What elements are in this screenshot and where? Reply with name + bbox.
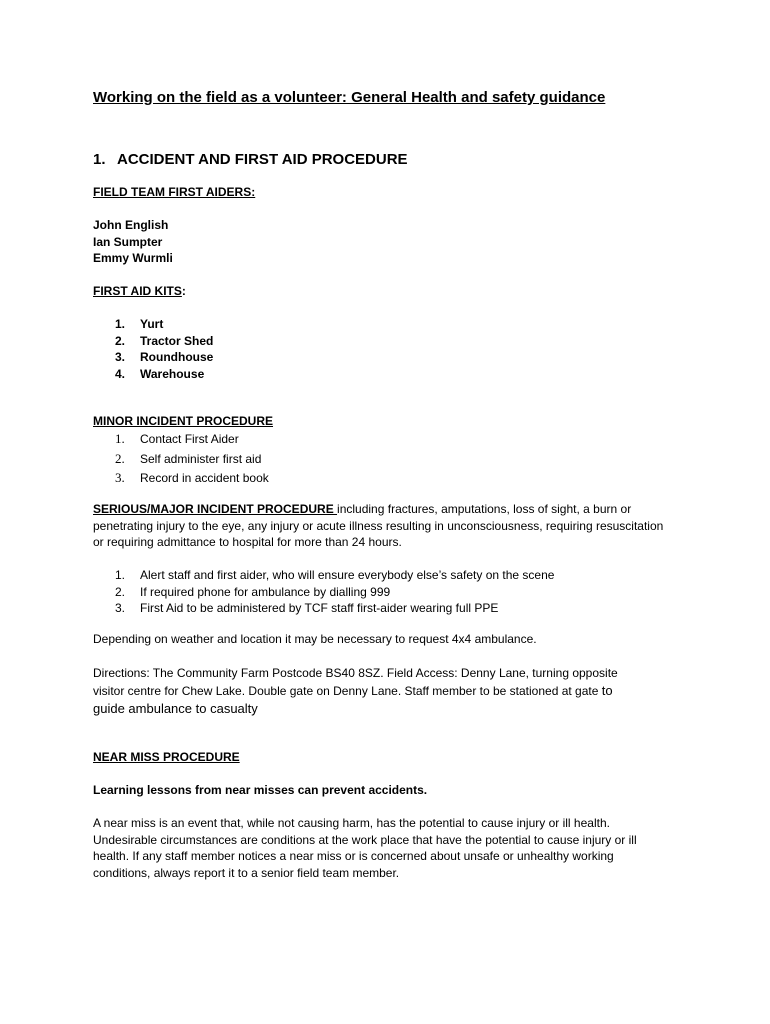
directions-paragraph [93, 664, 673, 718]
list-item: 1. Contact First Aider [115, 431, 239, 446]
list-item: 1. Yurt [115, 317, 164, 331]
first-aid-kits-label: FIRST AID KITS [93, 284, 182, 298]
serious-incident-list [93, 567, 554, 617]
first-aid-kits-heading [93, 284, 186, 298]
near-miss-lead: Learning lessons from near misses can prevent accidents. [93, 783, 428, 797]
list-item: 3. Roundhouse [115, 350, 214, 364]
list-item: 1. Alert staff and first aider, who will ensure everybody else’s safety on the scene [115, 568, 555, 582]
first-aider-name: Emmy Wurmli [93, 251, 173, 265]
list-item: 4. Warehouse [115, 366, 205, 381]
first-aid-kits-colon: : [181, 284, 186, 298]
minor-incident-list [93, 429, 269, 488]
list-item: 2. Tractor Shed [115, 333, 214, 348]
section-title: ACCIDENT AND FIRST AID PROCEDURE [117, 151, 408, 168]
serious-incident-label: SERIOUS/MAJOR INCIDENT PROCEDURE [93, 502, 338, 516]
first-aid-kits-list [93, 316, 213, 382]
serious-incident-paragraph [93, 501, 668, 551]
near-miss-label: NEAR MISS PROCEDURE [93, 750, 240, 764]
weather-note: Depending on weather and location it may be necessary to request 4x4 ambulance. [93, 632, 537, 646]
directions-line: visitor centre for Chew Lake. Double gate on Denny Lane. Staff member to be stationed at gate to [93, 683, 613, 698]
list-item: 2. Self administer first aid [115, 450, 262, 466]
first-aider-name: John English [93, 218, 169, 232]
document-title: Working on the field as a volunteer: General Health and safety guidance [93, 89, 606, 106]
directions-line: guide ambulance to casualty [93, 701, 258, 716]
section-number: 1. [93, 151, 106, 168]
first-aiders-label: FIELD TEAM FIRST AIDERS: [93, 185, 256, 199]
minor-incident-label: MINOR INCIDENT PROCEDURE [93, 414, 274, 428]
near-miss-paragraph: A near miss is an event that, while not causing harm, has the potential to cause injury or ill health. Undesirable circumstances are conditions at the work place that have the potential to cause injury or ill health. If any staff member notices a near miss or is concerned about unsafe or unhealthy working conditions, always report it to a senior field team member. [93, 816, 637, 880]
list-item: 3. First Aid to be administered by TCF staff first-aider wearing full PPE [115, 601, 499, 615]
list-item: 3. Record in accident book [115, 470, 269, 485]
serious-incident-text: including fractures, amputations, loss of sight, a burn or penetrating injury to the eye, any injury or acute illness resulting in unconsciousness, requiring resuscitation or requiring admittance to hospital for more than 24 hours. [93, 502, 664, 549]
list-item: 2. If required phone for ambulance by dialling 999 [115, 584, 391, 599]
first-aider-name: Ian Sumpter [93, 235, 163, 249]
directions-line: Directions: The Community Farm Postcode BS40 8SZ. Field Access: Denny Lane, turning opposite [93, 666, 618, 680]
section-heading [93, 151, 408, 168]
